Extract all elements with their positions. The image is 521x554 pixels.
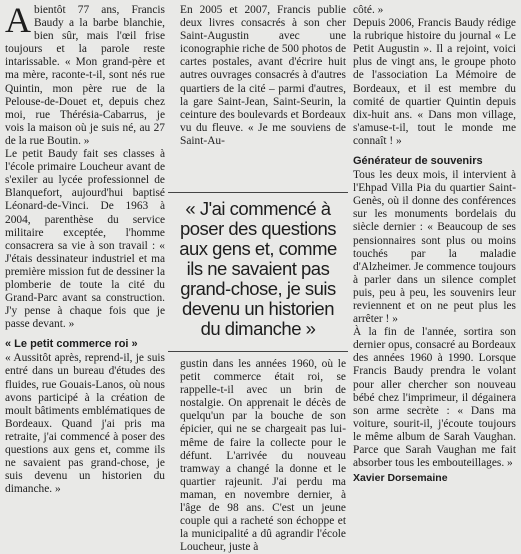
pull-quote: « J'ai commencé à poser des questions aux gens et, comme ils ne savaient pas grand-chose, je suis devenu un historien du dimanche »	[168, 192, 348, 352]
intro-paragraph	[5, 0, 165, 148]
intro-text: bientôt 77 ans, Francis Baudy a la barbe blanchie, bien sûr, mais l'œil frise toujours et la parole reste intarissable. « Mon grand-père et ma mère, raconte-t-il, sont nés rue Quintin, mon père rue de la Pelouse-de-Douet et, depuis chez moi, rue Thérésia-Cabarrus, je vois la maison où je suis né, au 27 de la rue Boutin. »	[5, 4, 165, 147]
subheading-petit-commerce: « Le petit commerce roi »	[5, 338, 138, 351]
career-paragraph: Le petit Baudy fait ses classes à l'école primaire Loucheur avant de s'exiler au lycée professionnel de Blanquefort, aujourd'hui baptisé Léonard-de-Vinci. De 1963 à 2004, parenthèse du service militaire exceptée, l'homme consacrera sa vie à son travail : « J'étais dessinateur industriel et ma première mission fut de dessiner la plomberie de toute la cité du Grand-Parc avant sa construction. J'y pense à chaque fois que je passe devant. »	[5, 148, 165, 331]
retirement-paragraph: « Aussitôt après, reprend-il, je suis entré dans un bureau d'études des fluides, rue Gouais-Lanos, où nous avons participé à la création de moult bâtiments emblématiques de Bordeaux. Quand j'ai pris ma retraite, j'ai commencé à poser des questions aux gens et, comme ils ne savaient pas grand-chose, je suis devenu un historien du dimanche. »	[5, 352, 165, 496]
subheading-generateur: Générateur de souvenirs	[353, 155, 483, 168]
article-column-2	[180, 4, 346, 148]
article-column-1	[5, 0, 165, 496]
article-column-2-continued	[180, 358, 346, 554]
journal-paragraph: Depuis 2006, Francis Baudy rédige la rubrique histoire du journal « Le Petit Augustin ». Il a rejoint, voici plus de vingt ans, le groupe photo de l'association La Mémoire de Bordeaux, et il est membre du comité de quartier Quintin depuis dix-huit ans. « Dans mon village, s'amuse-t-il, tout le monde me connaît ! »	[353, 17, 516, 147]
drop-cap: A	[5, 0, 31, 40]
memories-paragraph: gustin dans les années 1960, où le petit commerce était roi, se rappelle-t-il avec un brin de nostalgie. On apprenait le décès de quelqu'un par la bouche de son épicier, qui ne se chargeait pas lui-même de faire la collecte pour le défunt. L'arrivée du nouveau tramway a changé la donne et le quartier rajeunit. J'ai perdu ma maman, en novembre dernier, à l'âge de 98 ans. C'est un jeune couple qui a racheté son échoppe et la municipalité a dû agrandir l'école Loucheur, juste à	[180, 358, 346, 554]
article-column-3	[353, 4, 516, 485]
author-signature: Xavier Dorsemaine	[353, 472, 448, 485]
books-paragraph: En 2005 et 2007, Francis publie deux livres consacrés à son cher Saint-Augustin avec une iconographie riche de 500 photos de cartes postales, avant d'écrire huit autres ouvrages consacrés à d'autres quartiers de la cité – parmi d'autres, la gare Saint-Jean, Saint-Seurin, la ceinture des boulevards et Bordeaux vu du fleuve. « Je me souviens de Saint-Au-	[180, 4, 346, 147]
continuation-fragment: côté. »	[353, 4, 384, 16]
ehpad-paragraph: Tous les deux mois, il intervient à l'Ehpad Villa Pia du quartier Saint-Genès, où il donne des conférences sur les monuments bordelais du siècle dernier : « Beaucoup de ses pensionnaires sont plus ou moins touchés par la maladie d'Alzheimer. Je commence toujours à parler dans un silence complet puis, peu à peu, les souvenirs leur reviennent et on ne peut plus les arrêter ! »	[353, 169, 516, 326]
final-paragraph: À la fin de l'année, sortira son dernier opus, consacré au Bordeaux des années 1960 à 1990. Lorsque Francis Baudy prendra le volant pour aller chercher son nouveau bébé chez l'imprimeur, il dégainera son arme secrète : « Dans ma voiture, sourit-il, j'écoute toujours le même album de Sarah Vaughan. Parce que Sarah Vaughan me fait absorber tous les embouteillages. »	[353, 326, 516, 470]
